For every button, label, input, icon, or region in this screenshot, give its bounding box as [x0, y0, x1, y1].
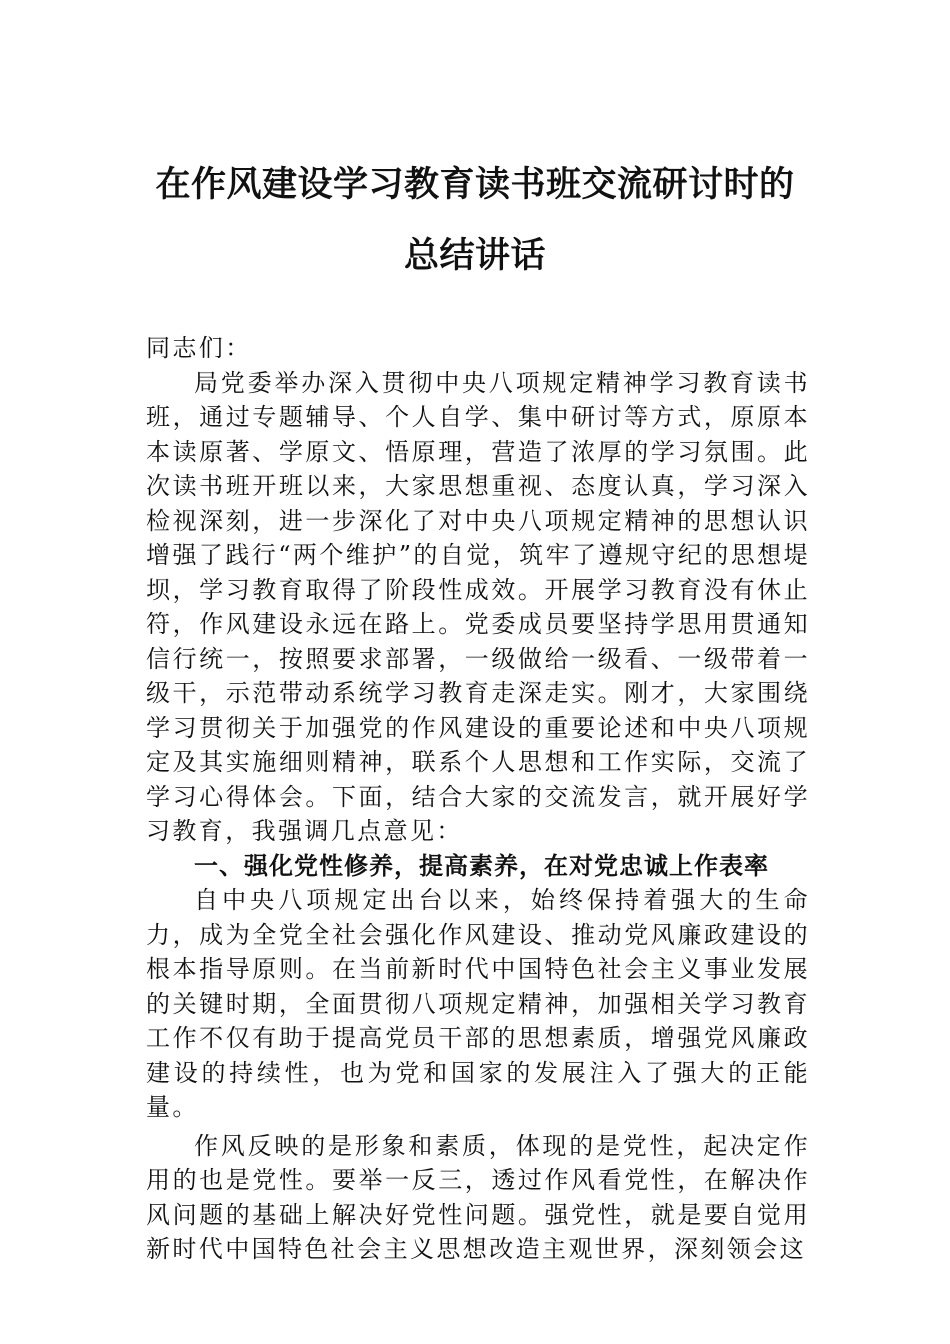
salutation: 同志们：	[146, 334, 252, 362]
paragraph-section1-1: 自中央八项规定出台以来，始终保持着强大的生命力，成为全党全社会强化作风建设、推动党风廉政建设的根本指导原则。在当前新时代中国特色社会主义事业发展的关键时期，全面贯彻八项规定精神，加强相关学习教育工作不仅有助于提高党员干部的思想素质，增强党风廉政建设的持续性，也为党和国家的发展注入了强大的正能量。	[146, 886, 810, 1121]
document-title-line-1: 在作风建设学习教育读书班交流研讨时的	[155, 164, 795, 205]
paragraph-section1-2: 作风反映的是形象和素质，体现的是党性，起决定作用的也是党性。要举一反三，透过作风看党性，在解决作风问题的基础上解决好党性问题。强党性，就是要自觉用新时代中国特色社会主义思想改造主观世界，深刻领会这	[146, 1131, 810, 1263]
document-body	[146, 331, 810, 1267]
document-title-line-2: 总结讲话	[403, 235, 546, 276]
paragraph-intro: 局党委举办深入贯彻中央八项规定精神学习教育读书班，通过专题辅导、个人自学、集中研讨等方式，原原本本读原著、学原文、悟原理，营造了浓厚的学习氛围。此次读书班开班以来，大家思想重视、态度认真，学习深入检视深刻，进一步深化了对中央八项规定精神的思想认识增强了践行“两个维护”的自觉，筑牢了遵规守纪的思想堤坝，学习教育取得了阶段性成效。开展学习教育没有休止符，作风建设永远在路上。党委成员要坚持学思用贯通知信行统一，按照要求部署，一级做给一级看、一级带着一级干，示范带动系统学习教育走深走实。刚才，大家围绕学习贯彻关于加强党的作风建设的重要论述和中央八项规定及其实施细则精神，联系个人思想和工作实际，交流了学习心得体会。下面，结合大家的交流发言，就开展好学习教育，我强调几点意见：	[146, 368, 810, 845]
section-heading-1: 一、强化党性修养，提高素养，在对党忠诚上作表率	[194, 851, 769, 880]
